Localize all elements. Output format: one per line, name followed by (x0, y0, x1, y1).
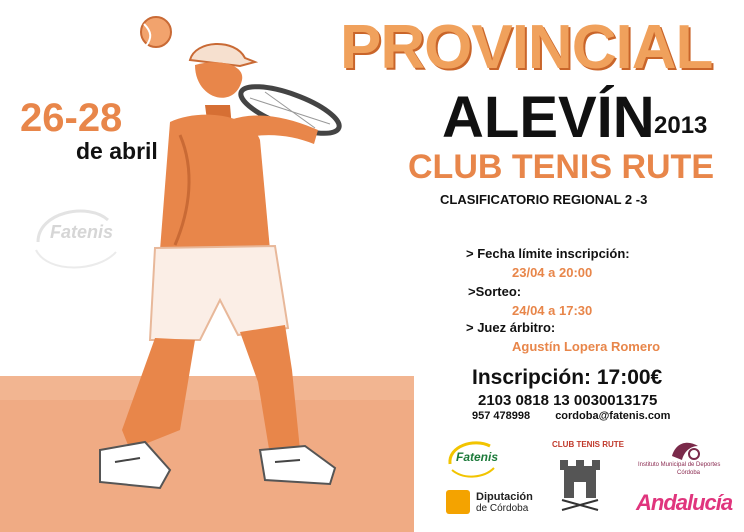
club-tenis-rute-logo-text: CLUB TENIS RUTE (552, 440, 624, 449)
phone-number: 957 478998 (472, 410, 531, 422)
fatenis-logo-text: Fatenis (456, 450, 499, 464)
title-provincial: PROVINCIAL (340, 13, 713, 82)
bank-account: 2103 0818 13 0030013175 (478, 392, 658, 409)
draw-value: 24/04 a 17:30 (512, 303, 593, 318)
imd-cordoba-text-1: Instituto Municipal de Deportes (638, 462, 721, 468)
diputacion-icon (446, 490, 470, 514)
deadline-value: 23/04 a 20:00 (512, 265, 593, 280)
event-dates: 26-28 (20, 96, 123, 140)
contact-line (472, 410, 670, 422)
email-address: cordoba@fatenis.com (555, 410, 671, 422)
deadline-label: > Fecha límite inscripción: (466, 246, 630, 261)
diputacion-text-1: Diputación (476, 491, 533, 503)
fatenis-watermark-text: Fatenis (50, 222, 114, 242)
registration-fee: Inscripción: 17:00€ (472, 366, 663, 389)
classification-text: CLASIFICATORIO REGIONAL 2 -3 (440, 192, 648, 207)
event-month: de abril (76, 138, 158, 164)
diputacion-text-2: de Córdoba (476, 503, 529, 514)
title-year: 2013 (654, 112, 708, 139)
tennis-player-illustration (60, 10, 360, 505)
referee-value: Agustín Lopera Romero (512, 339, 661, 354)
club-name: CLUB TENIS RUTE (408, 148, 714, 186)
draw-label: >Sorteo: (468, 284, 522, 299)
referee-label: > Juez árbitro: (466, 320, 556, 335)
title-alevin: ALEVÍN (442, 85, 655, 150)
imd-cordoba-text-2: Córdoba (677, 470, 701, 476)
andalucia-logo: Andalucía (636, 490, 733, 515)
